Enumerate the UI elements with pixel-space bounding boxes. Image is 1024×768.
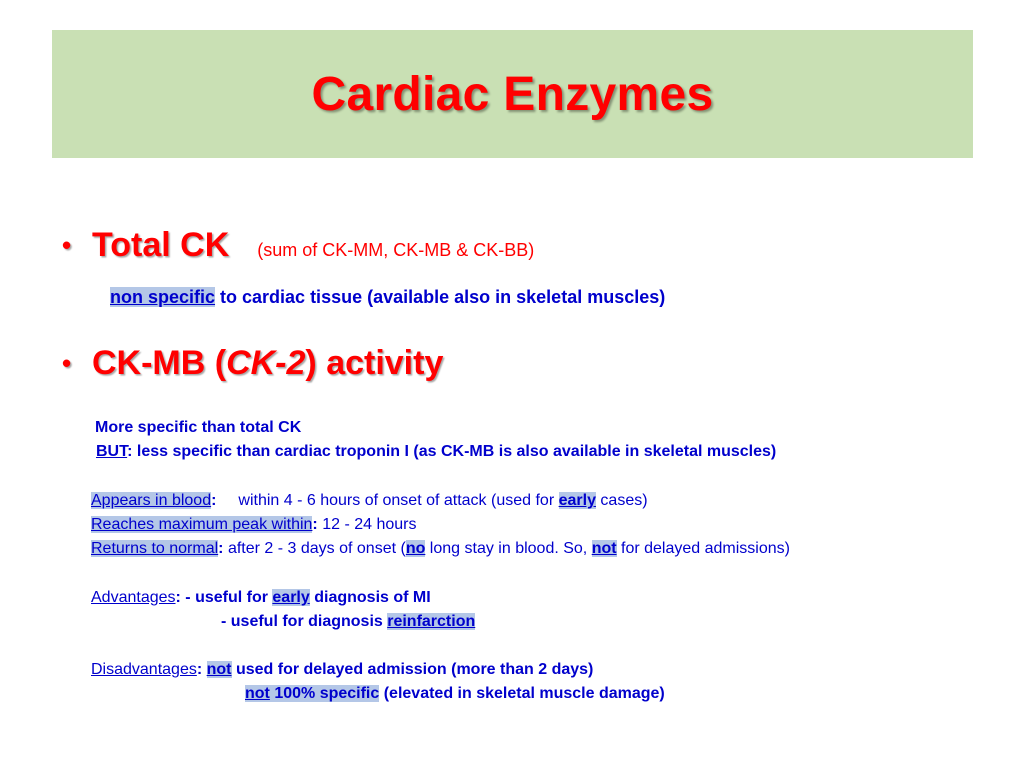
appears-text-a: within 4 - 6 hours of onset of attack (used for <box>238 492 559 509</box>
non-specific-highlight: non specific <box>110 287 216 307</box>
disadvantages-not-2: not <box>245 685 270 702</box>
normal-text-c: for delayed admissions) <box>616 540 790 557</box>
total-ck-note: (sum of CK-MM, CK-MB & CK-BB) <box>257 240 535 260</box>
disadvantages-line2-rest: (elevated in skeletal muscle damage) <box>379 685 665 702</box>
disadvantages-line1-rest: used for delayed admission (more than 2 days) <box>231 661 594 678</box>
advantages-early: early <box>272 589 310 606</box>
bullet-ck-mb <box>62 344 443 383</box>
bullet-dot-icon: • <box>62 229 72 260</box>
peak-text: 12 - 24 hours <box>317 516 417 533</box>
title-banner <box>52 30 973 158</box>
bullet-dot-icon: • <box>62 347 72 378</box>
appears-label: Appears in blood <box>91 492 212 509</box>
peak-label: Reaches maximum peak within <box>91 516 313 533</box>
advantages-label: Advantages <box>91 589 176 606</box>
advantages-line1-b: diagnosis of MI <box>309 589 431 606</box>
disadvantages-line-2 <box>245 685 665 703</box>
total-ck-heading: Total CK <box>92 226 230 264</box>
appears-line <box>91 492 648 510</box>
peak-colon: : <box>312 516 318 533</box>
appears-colon: : <box>211 492 217 509</box>
but-line <box>96 443 776 461</box>
normal-not: not <box>591 540 617 557</box>
ck-mb-heading-prefix: CK-MB ( <box>92 344 227 382</box>
but-text: : less specific than cardiac troponin I (as CK-MB is also available in skeletal muscles) <box>127 443 777 460</box>
appears-text-b: cases) <box>595 492 648 509</box>
total-ck-subline <box>110 287 665 308</box>
peak-line <box>91 516 416 534</box>
normal-label: Returns to normal <box>91 540 219 557</box>
normal-no: no <box>405 540 426 557</box>
ck-mb-heading-suffix: ) activity <box>305 344 444 382</box>
normal-colon: : <box>218 540 224 557</box>
advantages-line-1 <box>91 589 431 607</box>
advantages-reinfarction: reinfarction <box>387 613 476 630</box>
more-specific-line: More specific than total CK <box>95 419 302 436</box>
normal-text-a: after 2 - 3 days of onset ( <box>223 540 406 557</box>
normal-line <box>91 540 790 558</box>
normal-text-b: long stay in blood. So, <box>425 540 592 557</box>
but-label: BUT <box>96 443 128 460</box>
advantages-line1-a: : - useful for <box>175 589 273 606</box>
advantages-line2-a: - useful for diagnosis <box>221 613 388 630</box>
disadvantages-line-1 <box>91 661 593 679</box>
ck-mb-heading-italic: CK-2 <box>226 344 306 382</box>
disadvantages-not-1: not <box>206 661 232 678</box>
disadvantages-label: Disadvantages <box>91 661 197 678</box>
appears-early: early <box>558 492 596 509</box>
advantages-line-2 <box>221 613 475 631</box>
bullet-total-ck <box>62 226 534 265</box>
disadvantages-colon: : <box>196 661 203 678</box>
slide-title: Cardiac Enzymes <box>311 67 714 121</box>
disadvantages-100-specific: 100% specific <box>269 685 380 702</box>
total-ck-sub-text: to cardiac tissue (available also in skeletal muscles) <box>215 287 666 307</box>
